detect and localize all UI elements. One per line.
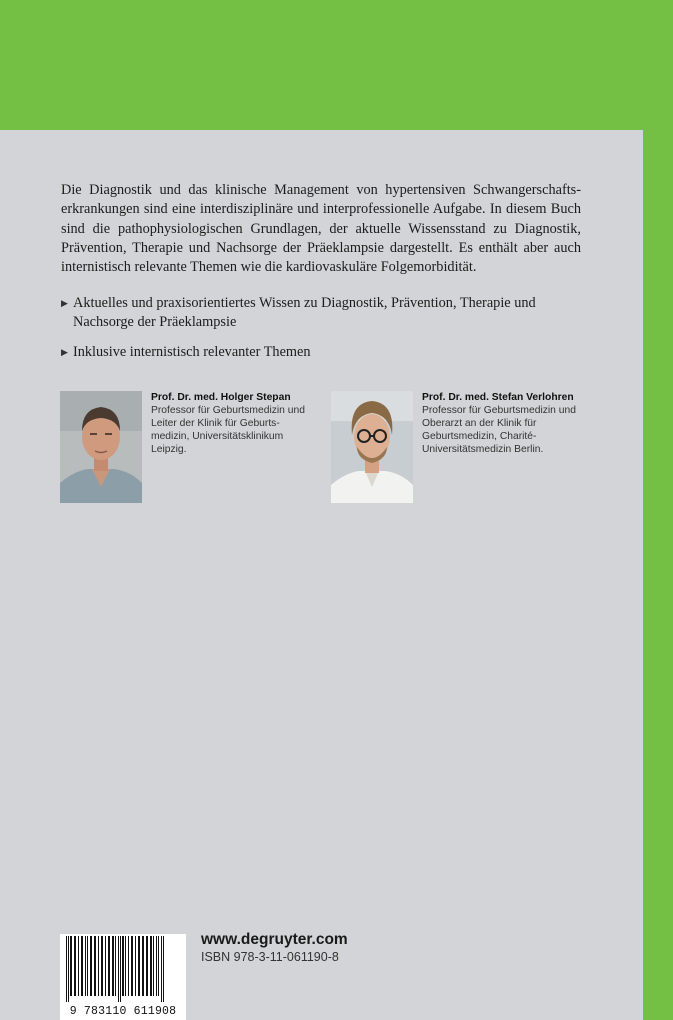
barcode-bar	[66, 936, 67, 1002]
barcode-bar	[112, 936, 114, 996]
publisher-website[interactable]: www.degruyter.com	[201, 931, 348, 948]
isbn-number: ISBN 978-3-11-061190-8	[201, 950, 339, 964]
triangle-bullet-icon: ▶	[61, 298, 68, 308]
barcode-bar	[70, 936, 72, 996]
author-description: Professor für Geburtsmedizin und Leiter der Klinik für Geburts-medizin, Universitätsklinikum Leipzig.	[151, 405, 305, 455]
barcode-bar	[156, 936, 157, 996]
barcode-bar	[118, 936, 119, 1002]
barcode-bar	[138, 936, 140, 996]
barcode-bar	[120, 936, 121, 1002]
feature-list	[61, 294, 581, 372]
triangle-bullet-icon: ▶	[61, 346, 68, 357]
barcode-bar	[122, 936, 124, 996]
barcode-bar	[131, 936, 133, 996]
feature-text: Inklusive internistisch relevanter Themen	[73, 343, 311, 360]
barcode-bar	[135, 936, 136, 996]
barcode-bar	[68, 936, 69, 1002]
barcode-bar	[74, 936, 76, 996]
author-description: Professor für Geburtsmedizin und Oberarzt an der Klinik für Geburtsmedizin, Charité-Universitätsmedizin Berlin.	[422, 405, 576, 455]
barcode-bar	[108, 936, 110, 996]
barcode-bar	[142, 936, 144, 996]
barcode-bar	[163, 936, 164, 1002]
barcode-bar	[150, 936, 152, 996]
barcode-bar	[146, 936, 148, 996]
feature-text: Aktuelles und praxisorientiertes Wissen zu Diagnostik, Prävention, Therapie und Nachsorge der Präeklampsie	[73, 295, 536, 331]
feature-item	[61, 294, 581, 333]
barcode-bar	[105, 936, 106, 996]
barcode-bar	[115, 936, 116, 996]
feature-item	[61, 343, 581, 362]
barcode-bar	[98, 936, 99, 996]
barcode-bar	[78, 936, 79, 996]
isbn-barcode	[60, 934, 186, 1020]
barcode-bar	[87, 936, 88, 996]
barcode-bar	[125, 936, 126, 996]
barcode-bars	[64, 936, 182, 1002]
barcode-bar	[128, 936, 129, 996]
barcode-bar	[90, 936, 92, 996]
intro-paragraph: Die Diagnostik und das klinische Management von hypertensiven Schwangerschafts-erkrankungen sind eine interdisziplinäre und interprofessionelle Aufgabe. In diesem Buch sind die pathophysiologischen Grundlagen, der aktuelle Wissensstand zu Diagnostik, Prävention, Therapie und Nachsorge der Präeklampsie dargestellt. Es enthält aber auch internistisch relevante Themen wie die kardiovaskuläre Folgemorbidität.	[61, 182, 581, 276]
author-bio	[422, 391, 587, 456]
barcode-bar	[81, 936, 83, 996]
author-bio	[151, 391, 316, 456]
barcode-bar	[101, 936, 103, 996]
barcode-bar	[94, 936, 96, 996]
author-photo-verlohren	[331, 391, 413, 503]
barcode-bar	[161, 936, 162, 1002]
barcode-bar	[158, 936, 159, 996]
author-photo-stepan	[60, 391, 142, 503]
barcode-bar	[153, 936, 154, 996]
author-name: Prof. Dr. med. Holger Stepan	[151, 392, 291, 403]
barcode-digits: 9 783110 611908	[69, 1005, 177, 1018]
barcode-bar	[85, 936, 86, 996]
author-name: Prof. Dr. med. Stefan Verlohren	[422, 392, 574, 403]
